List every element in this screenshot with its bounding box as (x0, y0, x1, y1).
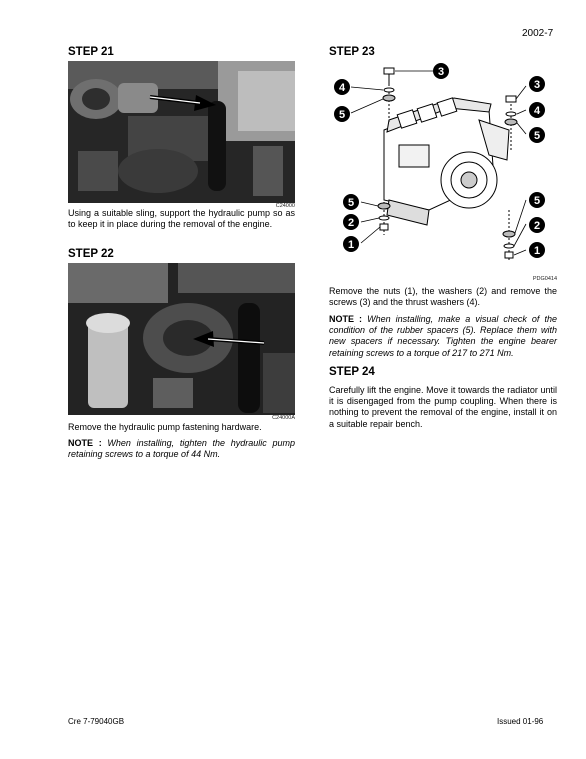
step-22-note-label: NOTE : (68, 438, 102, 448)
callout-3-top: 3 (437, 66, 445, 78)
step-22-note-text: When installing, tighten the hydraulic pump retaining screws to a torque of 44 Nm. (68, 438, 295, 460)
callout-5-right: 5 (533, 130, 541, 142)
step-23-title: STEP 23 (329, 46, 375, 58)
step-22-photo-code: C24000A (272, 415, 295, 421)
callout-5-left: 5 (338, 109, 346, 121)
step-23-note (329, 314, 557, 359)
step-21-text: Using a suitable sling, support the hydraulic pump so as to keep it in place during the removal of the engine. (68, 208, 295, 230)
step-22-note (68, 438, 295, 460)
callout-4-right: 4 (533, 105, 541, 117)
step-23-diagram-code: PDG0414 (532, 276, 557, 282)
callout-2-lower-right: 2 (533, 220, 541, 232)
step-23-engine-diagram (329, 60, 557, 282)
step-22-title: STEP 22 (68, 248, 114, 260)
callout-3-right: 3 (533, 79, 541, 91)
callout-1-lower-left: 1 (347, 239, 355, 251)
step-23-note-text: When installing, make a visual check of the condition of the rubber spacers (5). Replace them with new spacers if necessary. Tighten the engine bearer retaining screws to a torque of 217 to 271 Nm. (329, 314, 557, 358)
step-24-title: STEP 24 (329, 366, 375, 378)
step-24-text: Carefully lift the engine. Move it towards the radiator until it is disengaged from the pump coupling. When there is nothing to prevent the removal of the engine, install it on a suitable repair bench. (329, 385, 557, 429)
page-number: 2002-7 (522, 28, 554, 39)
callout-5-lower-right: 5 (533, 195, 541, 207)
footer-issue-date: Issued 01-96 (497, 717, 544, 726)
step-21-photo (68, 61, 295, 203)
callout-1-lower-right: 1 (533, 245, 541, 257)
step-23-note-label: NOTE : (329, 314, 363, 324)
callout-2-lower-left: 2 (347, 217, 355, 229)
step-22-text: Remove the hydraulic pump fastening hardware. (68, 422, 262, 432)
footer-document-code: Cre 7-79040GB (68, 717, 125, 726)
step-21-title: STEP 21 (68, 46, 114, 58)
step-22-photo (68, 263, 295, 415)
step-23-text: Remove the nuts (1), the washers (2) and remove the screws (3) and the thrust washers (4). (329, 286, 557, 308)
step-21-photo-code: C24000 (275, 203, 295, 209)
callout-5-lower-left: 5 (347, 197, 355, 209)
callout-4-left: 4 (338, 82, 346, 94)
